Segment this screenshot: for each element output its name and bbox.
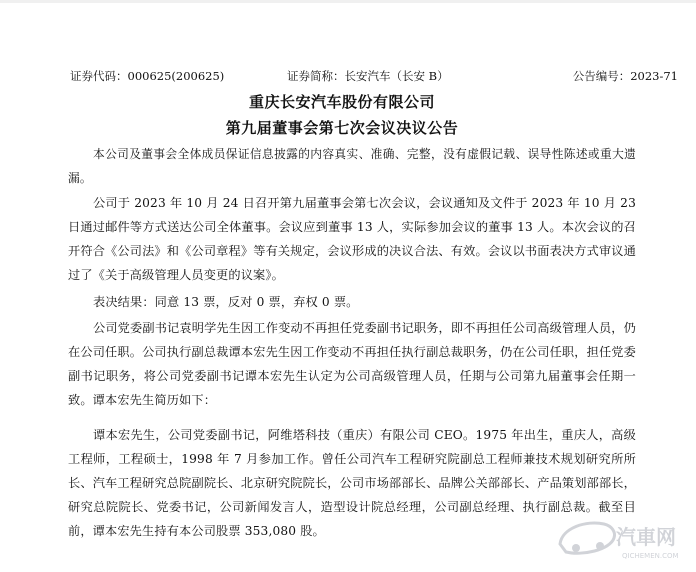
vote-result: 表决结果：同意 13 票，反对 0 票，弃权 0 票。 — [93, 295, 359, 309]
company-title: 重庆长安汽车股份有限公司 — [248, 93, 435, 111]
wheel-icon — [596, 542, 604, 550]
top-rule — [0, 0, 696, 3]
watermark-text: 汽車网 — [616, 525, 676, 549]
stock-code: 证券代码：000625(200625) — [70, 69, 225, 83]
document-title: 第九届董事会第七次会议决议公告 — [225, 119, 459, 137]
wheel-icon — [572, 544, 580, 552]
resume-paragraph: 谭本宏先生，公司党委副书记，阿维塔科技（重庆）有限公司 CEO。1975 年出生，重庆人，高级工程师，工程硕士，1998 年 7 月参加工作。曾任公司汽车工程研究院副总工程师兼技术规划研究所所长、汽车工程研究总院副院长、北京研究院院长，公司市场部部长、品牌公关部部长、产品策划部部长，研究总院院长、党委书记，公司新闻发言人，造型设计院总经理，公司副总经理、执行副总裁。截至目前，谭本宏先生持有本公司股票 353,080 股。 — [68, 428, 636, 538]
stock-abbreviation: 证券简称：长安汽车（长安 B） — [287, 69, 449, 83]
personnel-change-paragraph: 公司党委副书记袁明学先生因工作变动不再担任党委副书记职务，即不再担任公司高级管理人员，仍在公司任职。公司执行副总裁谭本宏先生因工作变动不再担任执行副总裁职务，仍在公司任职，担任党委副书记职务，将公司党委副书记谭本宏先生认定为公司高级管理人员，任期与公司第九届董事会任期一致。谭本宏先生简历如下： — [68, 321, 636, 407]
meeting-paragraph: 公司于 2023 年 10 月 24 日召开第九届董事会第七次会议，会议通知及文件于 2023 年 10 月 23 日通过邮件等方式送达公司全体董事。会议应到董事 13 人，实际参加会议的董事 13 人。本次会议的召开符合《公司法》和《公司章程》等有关规定，会议形成的决议合法、有效。会议以书面表决方式审议通过了《关于高级管理人员变更的议案》。 — [68, 196, 636, 282]
disclosure-statement: 本公司及董事会全体成员保证信息披露的内容真实、准确、完整，没有虚假记载、误导性陈述或重大遗漏。 — [68, 147, 636, 185]
announcement-header — [0, 68, 696, 84]
watermark-logo — [552, 510, 692, 566]
car-outline-icon — [560, 523, 615, 553]
watermark-subtext: QICHEMEN.COM — [622, 552, 679, 560]
announcement-number: 公告编号：2023-71 — [572, 69, 678, 83]
